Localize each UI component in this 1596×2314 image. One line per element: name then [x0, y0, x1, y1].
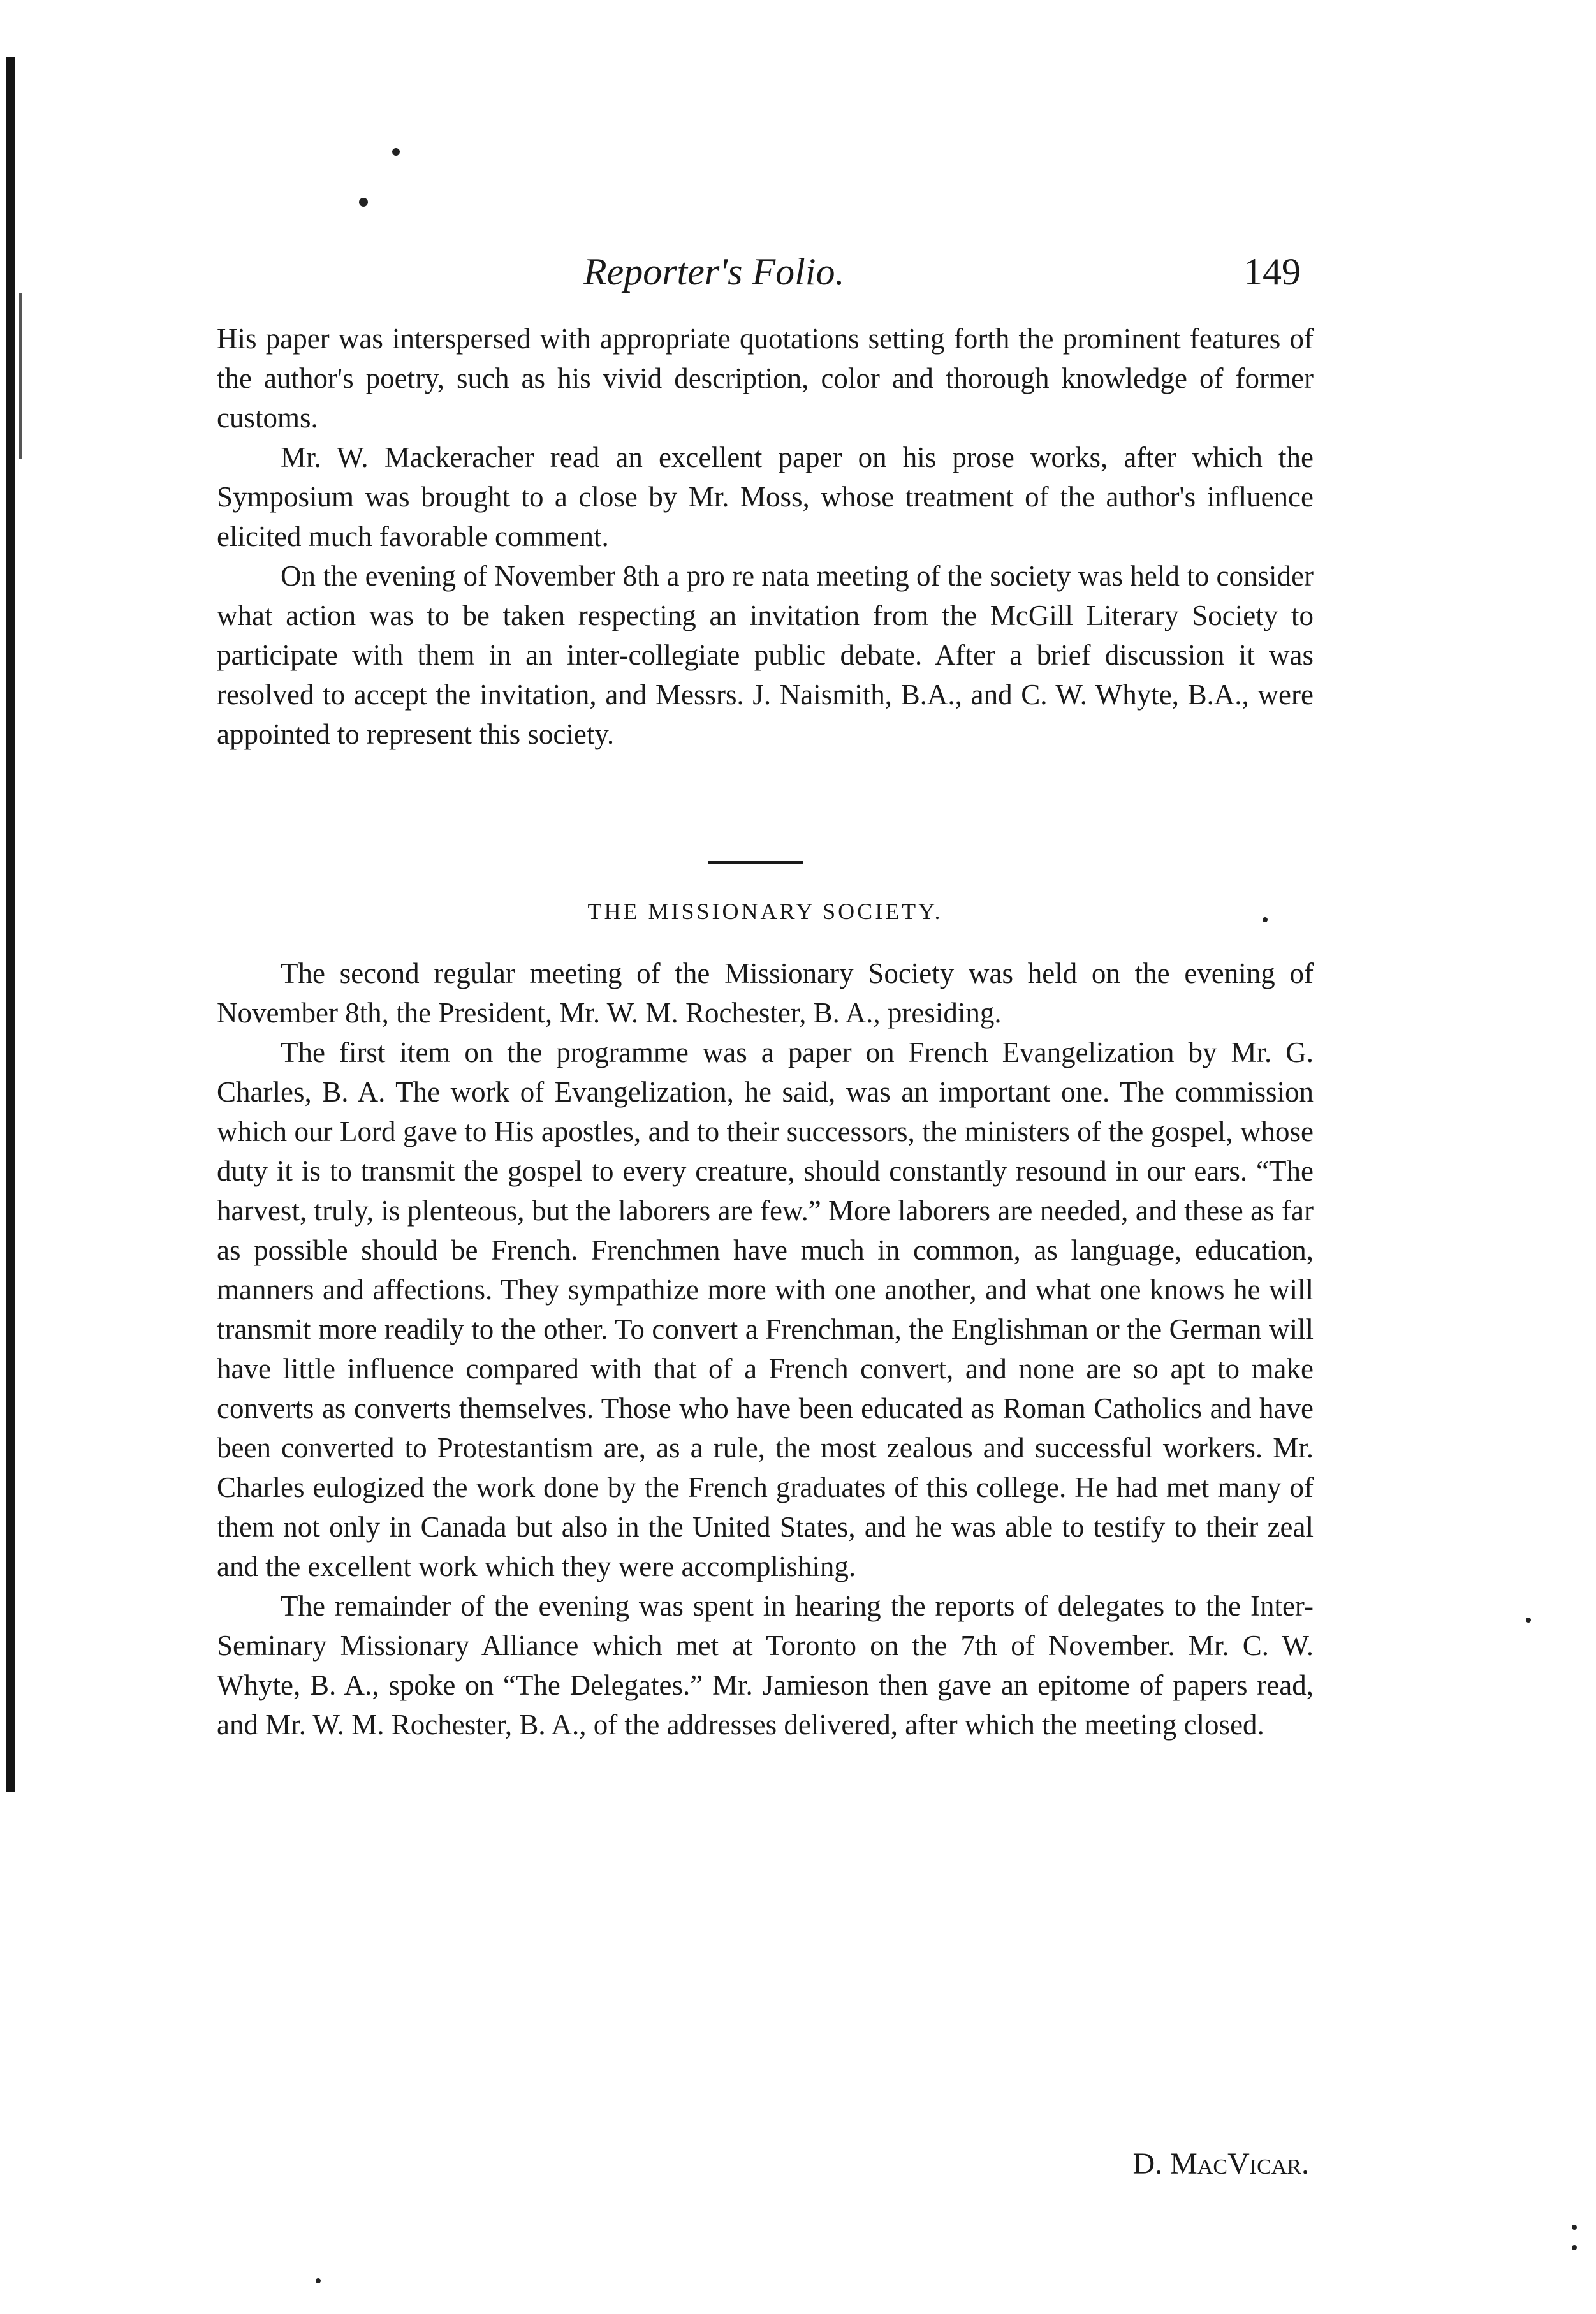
paragraph: The second regular meeting of the Missionary Society was held on the evening of November 8th, the President, Mr. W. M. Rochester, B. A., presiding. — [217, 957, 1314, 1029]
ink-speck — [1572, 2225, 1577, 2230]
section-divider — [708, 861, 803, 864]
ink-speck — [316, 2278, 321, 2283]
ink-speck — [1572, 2245, 1577, 2250]
ink-speck — [1526, 1618, 1531, 1623]
ink-speck — [392, 148, 400, 156]
section-heading: THE MISSIONARY SOCIETY. — [587, 899, 943, 924]
paragraph: The first item on the programme was a paper on French Evangelization by Mr. G. Charles, B. A. The work of Evangelization, he said, was an important one. The commission which our Lord gave to His apostles, and to their successors, the ministers of the gospel, whose duty it is to transmit the gospel to every creature, should constantly resound in our ears. “The harvest, truly, is plenteous, but the laborers are few.” More laborers are needed, and these as far as possible should be French. Frenchmen have much in common, as language, education, manners and affections. They sympathize more with one another, and what one knows he will transmit more readily to the other. To convert a Frenchman, the Englishman or the German will have little influence compared with that of a French convert, and none are so apt to make converts as converts themselves. Those who have been educated as Roman Catholics and have been converted to Protestantism are, as a rule, the most zealous and successful workers. Mr. Charles eulogized the work done by the French graduates of this college. He had met many of them not only in Canada but also in the United States, and he was able to testify to their zeal and the excellent work which they were accomplishing. — [217, 1036, 1314, 1582]
running-title: Reporter's Folio. — [583, 251, 845, 293]
paragraph: His paper was interspersed with appropriate quotations setting forth the prominent features of the author's poetry, such as his vivid description, color and thorough knowledge of former customs. — [217, 323, 1314, 434]
signature: D. MacVicar. — [1132, 2147, 1309, 2181]
missionary-society-report — [217, 954, 1314, 1744]
paragraph: Mr. W. Mackeracher read an excellent paper on his prose works, after which the Symposium was brought to a close by Mr. Moss, whose treatment of the author's influence elicited much favorable comment. — [217, 441, 1314, 552]
ink-speck — [359, 198, 368, 207]
page-number: 149 — [1243, 251, 1301, 293]
literary-society-report — [217, 319, 1314, 754]
page-edge-shadow — [6, 57, 15, 1792]
paragraph: On the evening of November 8th a pro re nata meeting of the society was held to consider what action was to be taken respecting an invitation from the McGill Literary Society to participate with them in an inter-collegiate public debate. After a brief discussion it was resolved to accept the invitation, and Messrs. J. Naismith, B.A., and C. W. Whyte, B.A., were appointed to represent this society. — [217, 560, 1314, 750]
page-edge-shadow-inner — [19, 293, 22, 459]
page-header — [217, 250, 1301, 307]
paragraph: The remainder of the evening was spent in hearing the reports of delegates to the Inter-Seminary Missionary Alliance which met at Toronto on the 7th of November. Mr. C. W. Whyte, B. A., spoke on “The Delegates.” Mr. Jamieson then gave an epitome of papers read, and Mr. W. M. Rochester, B. A., of the addresses delivered, after which the meeting closed. — [217, 1590, 1314, 1741]
